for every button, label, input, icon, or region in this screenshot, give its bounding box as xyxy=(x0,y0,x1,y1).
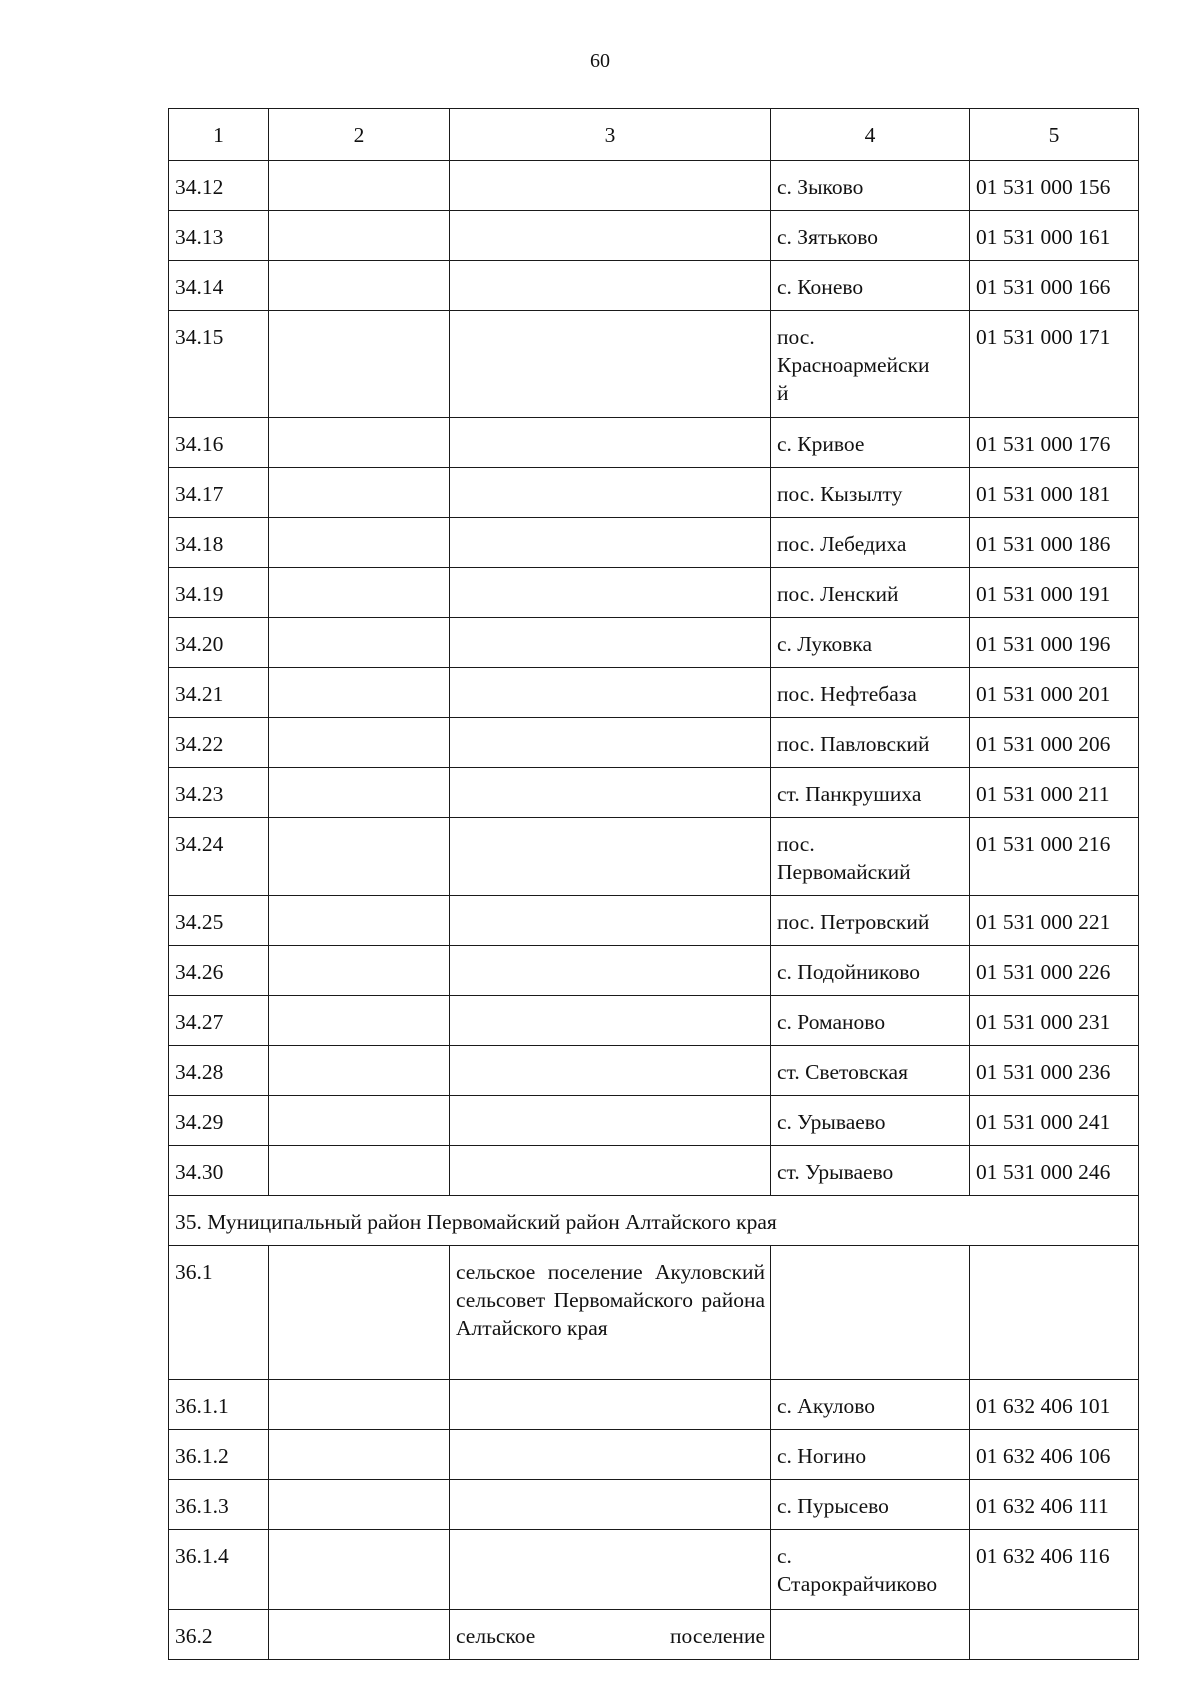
oktmo-code-cell: 01 531 000 181 xyxy=(970,468,1139,518)
oktmo-code-cell: 01 531 000 246 xyxy=(970,1146,1139,1196)
table-row xyxy=(169,1610,1139,1660)
settlement-cell: пос. Петровский xyxy=(771,896,970,946)
column-2-cell xyxy=(269,718,450,768)
table-row xyxy=(169,946,1139,996)
row-number-cell: 34.15 xyxy=(169,311,269,418)
row-number-cell: 34.20 xyxy=(169,618,269,668)
municipality-cell xyxy=(450,1530,771,1610)
oktmo-code-cell: 01 632 406 106 xyxy=(970,1430,1139,1480)
table-row xyxy=(169,718,1139,768)
table-row xyxy=(169,568,1139,618)
column-2-cell xyxy=(269,211,450,261)
settlement-cell: с. Старокрайчиково xyxy=(771,1530,970,1610)
oktmo-code-cell: 01 632 406 116 xyxy=(970,1530,1139,1610)
row-number-cell: 36.2 xyxy=(169,1610,269,1660)
column-2-cell xyxy=(269,668,450,718)
row-number-cell: 34.22 xyxy=(169,718,269,768)
table-row xyxy=(169,896,1139,946)
row-number-cell: 34.29 xyxy=(169,1096,269,1146)
oktmo-code-cell: 01 632 406 111 xyxy=(970,1480,1139,1530)
oktmo-code-cell: 01 531 000 176 xyxy=(970,418,1139,468)
municipality-cell xyxy=(450,996,771,1046)
column-2-cell xyxy=(269,468,450,518)
oktmo-code-cell: 01 531 000 171 xyxy=(970,311,1139,418)
row-number-cell: 36.1 xyxy=(169,1246,269,1380)
municipality-cell xyxy=(450,211,771,261)
municipality-cell xyxy=(450,946,771,996)
oktmo-code-cell: 01 531 000 201 xyxy=(970,668,1139,718)
settlement-cell: пос. Лебедиха xyxy=(771,518,970,568)
column-2-cell xyxy=(269,946,450,996)
table-row xyxy=(169,161,1139,211)
column-2-cell xyxy=(269,1146,450,1196)
municipality-cell: сельское поселение Акуловский сельсовет Первомайского района Алтайского края xyxy=(450,1246,771,1380)
row-number-cell: 34.12 xyxy=(169,161,269,211)
table-row xyxy=(169,1380,1139,1430)
row-number-cell: 34.19 xyxy=(169,568,269,618)
column-2-cell xyxy=(269,1480,450,1530)
settlement-cell xyxy=(771,1246,970,1380)
row-number-cell: 34.27 xyxy=(169,996,269,1046)
section-title: 35. Муниципальный район Первомайский район Алтайского края xyxy=(169,1196,1139,1246)
row-number-cell: 34.14 xyxy=(169,261,269,311)
settlements-table xyxy=(168,108,1139,1660)
table-row xyxy=(169,1430,1139,1480)
table-row xyxy=(169,1530,1139,1610)
table-row xyxy=(169,668,1139,718)
table-row xyxy=(169,261,1139,311)
municipality-cell xyxy=(450,718,771,768)
row-number-cell: 34.23 xyxy=(169,768,269,818)
table-row xyxy=(169,518,1139,568)
settlement-cell: с. Подойниково xyxy=(771,946,970,996)
settlement-cell: пос. Красноармейски й xyxy=(771,311,970,418)
oktmo-code-cell: 01 531 000 231 xyxy=(970,996,1139,1046)
municipality-cell xyxy=(450,896,771,946)
column-2-cell xyxy=(269,1430,450,1480)
column-2-cell xyxy=(269,568,450,618)
table-row xyxy=(169,1096,1139,1146)
oktmo-code-cell xyxy=(970,1610,1139,1660)
column-2-cell xyxy=(269,261,450,311)
oktmo-code-cell: 01 531 000 166 xyxy=(970,261,1139,311)
municipality-cell xyxy=(450,568,771,618)
row-number-cell: 34.13 xyxy=(169,211,269,261)
settlement-cell xyxy=(771,1610,970,1660)
settlement-cell: пос. Павловский xyxy=(771,718,970,768)
row-number-cell: 34.25 xyxy=(169,896,269,946)
municipality-cell xyxy=(450,668,771,718)
row-number-cell: 34.28 xyxy=(169,1046,269,1096)
table-row xyxy=(169,1246,1139,1380)
section-row xyxy=(169,1196,1139,1246)
oktmo-code-cell: 01 531 000 211 xyxy=(970,768,1139,818)
settlement-cell: с. Зыково xyxy=(771,161,970,211)
oktmo-code-cell: 01 531 000 221 xyxy=(970,896,1139,946)
column-2-cell xyxy=(269,1096,450,1146)
column-number-row xyxy=(169,109,1139,161)
table-row xyxy=(169,1146,1139,1196)
row-number-cell: 36.1.1 xyxy=(169,1380,269,1430)
column-2-cell xyxy=(269,768,450,818)
oktmo-code-cell: 01 531 000 191 xyxy=(970,568,1139,618)
municipality-cell xyxy=(450,518,771,568)
oktmo-code-cell: 01 531 000 236 xyxy=(970,1046,1139,1096)
table-row xyxy=(169,1480,1139,1530)
settlement-cell: с. Урываево xyxy=(771,1096,970,1146)
column-2-cell xyxy=(269,1246,450,1380)
column-2-cell xyxy=(269,618,450,668)
table-row xyxy=(169,768,1139,818)
table-row xyxy=(169,996,1139,1046)
settlement-cell: с. Конево xyxy=(771,261,970,311)
municipality-cell xyxy=(450,468,771,518)
settlement-cell: с. Зятьково xyxy=(771,211,970,261)
municipality-cell xyxy=(450,1380,771,1430)
table-row xyxy=(169,468,1139,518)
oktmo-code-cell: 01 531 000 156 xyxy=(970,161,1139,211)
column-2-cell xyxy=(269,518,450,568)
column-number: 3 xyxy=(450,109,771,161)
municipality-cell xyxy=(450,1146,771,1196)
column-number: 4 xyxy=(771,109,970,161)
oktmo-code-cell: 01 531 000 216 xyxy=(970,818,1139,896)
oktmo-code-cell: 01 531 000 226 xyxy=(970,946,1139,996)
municipality-cell xyxy=(450,618,771,668)
table-row xyxy=(169,818,1139,896)
column-2-cell xyxy=(269,1610,450,1660)
row-number-cell: 36.1.4 xyxy=(169,1530,269,1610)
municipality-cell xyxy=(450,161,771,211)
settlement-cell: с. Кривое xyxy=(771,418,970,468)
municipality-cell xyxy=(450,818,771,896)
table-row xyxy=(169,211,1139,261)
settlement-cell: пос. Нефтебаза xyxy=(771,668,970,718)
oktmo-code-cell: 01 531 000 206 xyxy=(970,718,1139,768)
oktmo-code-cell: 01 632 406 101 xyxy=(970,1380,1139,1430)
oktmo-code-cell: 01 531 000 196 xyxy=(970,618,1139,668)
settlement-cell: с. Акулово xyxy=(771,1380,970,1430)
row-number-cell: 34.16 xyxy=(169,418,269,468)
settlement-cell: с. Пурысево xyxy=(771,1480,970,1530)
column-2-cell xyxy=(269,311,450,418)
municipality-cell xyxy=(450,1430,771,1480)
municipality-cell xyxy=(450,261,771,311)
column-2-cell xyxy=(269,418,450,468)
column-2-cell xyxy=(269,1046,450,1096)
municipality-cell: сельское поселение xyxy=(450,1610,771,1660)
oktmo-code-cell xyxy=(970,1246,1139,1380)
table-row xyxy=(169,1046,1139,1096)
settlement-cell: с. Ногино xyxy=(771,1430,970,1480)
row-number-cell: 36.1.3 xyxy=(169,1480,269,1530)
municipality-cell xyxy=(450,1096,771,1146)
column-number: 2 xyxy=(269,109,450,161)
row-number-cell: 34.18 xyxy=(169,518,269,568)
oktmo-code-cell: 01 531 000 161 xyxy=(970,211,1139,261)
column-2-cell xyxy=(269,1380,450,1430)
row-number-cell: 34.30 xyxy=(169,1146,269,1196)
column-number: 1 xyxy=(169,109,269,161)
settlement-cell: ст. Урываево xyxy=(771,1146,970,1196)
settlement-cell: с. Луковка xyxy=(771,618,970,668)
table-row xyxy=(169,418,1139,468)
row-number-cell: 34.21 xyxy=(169,668,269,718)
settlement-cell: ст. Световская xyxy=(771,1046,970,1096)
row-number-cell: 34.17 xyxy=(169,468,269,518)
oktmo-code-cell: 01 531 000 186 xyxy=(970,518,1139,568)
page-number: 60 xyxy=(590,50,610,72)
column-2-cell xyxy=(269,161,450,211)
oktmo-code-cell: 01 531 000 241 xyxy=(970,1096,1139,1146)
column-2-cell xyxy=(269,996,450,1046)
column-number: 5 xyxy=(970,109,1139,161)
municipality-cell xyxy=(450,1046,771,1096)
municipality-cell xyxy=(450,311,771,418)
municipality-cell xyxy=(450,768,771,818)
row-number-cell: 34.24 xyxy=(169,818,269,896)
settlement-cell: ст. Панкрушиха xyxy=(771,768,970,818)
settlement-cell: с. Романово xyxy=(771,996,970,1046)
row-number-cell: 36.1.2 xyxy=(169,1430,269,1480)
municipality-cell xyxy=(450,418,771,468)
row-number-cell: 34.26 xyxy=(169,946,269,996)
column-2-cell xyxy=(269,896,450,946)
column-2-cell xyxy=(269,818,450,896)
settlement-cell: пос. Кызылту xyxy=(771,468,970,518)
column-2-cell xyxy=(269,1530,450,1610)
settlement-cell: пос. Ленский xyxy=(771,568,970,618)
municipality-cell xyxy=(450,1480,771,1530)
table-row xyxy=(169,618,1139,668)
table-row xyxy=(169,311,1139,418)
settlement-cell: пос. Первомайский xyxy=(771,818,970,896)
